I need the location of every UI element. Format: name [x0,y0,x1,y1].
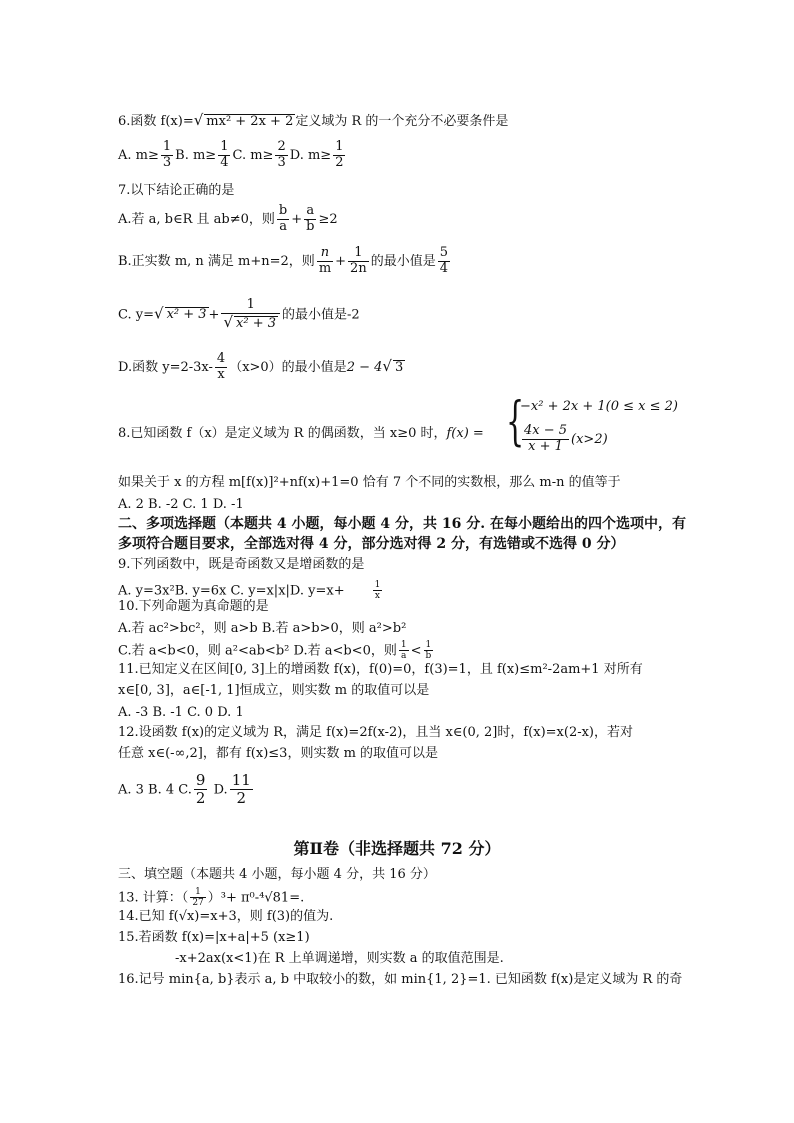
question-6-options: A. m≥ $\frac{1}{3}$ B. m≥ $\frac{1}{4}$ C. m≥ $\frac{2}{3}$ D. m≥ $\frac{1}{2}$ [118,139,344,170]
question-7-option-d: D.函数 y=2-3x- $\frac{4}{x}$ （x>0）的最小值是2 − 4√ 3 [118,351,404,382]
question-13: 13. 计算：（ $\frac{1}{27}$ ）³+ π⁰-⁴√81=. [118,887,305,909]
question-7-option-a: A.若 a, b∈R 且 ab≠0，则 $\frac{b}{a}$ + $\frac{a}{b}$ ≥2 [118,203,338,234]
question-8-options: A. 2 B. -2 C. 1 D. -1 [118,497,244,512]
question-11-options: A. -3 B. -1 C. 0 D. 1 [118,705,244,720]
question-8-body: 如果关于 x 的方程 m[f(x)]²+nf(x)+1=0 恰有 7 个不同的实数根，那么 m-n 的值等于 [118,475,621,490]
question-11-line2: x∈[0, 3]，a∈[-1, 1]恒成立，则实数 m 的取值可以是 [118,683,430,698]
question-9-options: A. y=3x²B. y=6x C. y=x|x|D. y=x+ $\frac{1}{x}$ [118,580,381,602]
question-15-line1: 15.若函数 f(x)=|x+a|+5 (x≥1) [118,930,310,945]
section-2-heading-line1: 二、多项选择题（本题共 4 小题，每小题 4 分，共 16 分. 在每小题给出的四个选项中，有 [118,516,686,532]
question-14: 14.已知 f(√x)=x+3，则 f(3)的值为. [118,909,334,924]
question-12-line2: 任意 x∈(-∞,2]，都有 f(x)≤3，则实数 m 的取值可以是 [118,746,439,761]
question-8: 8.已知函数 f（x）是定义域为 R 的偶函数，当 x≥0 时，f(x) = [118,426,484,441]
question-9: 9.下列函数中，既是奇函数又是增函数的是 [118,557,365,572]
question-7-option-b: B.正实数 m, n 满足 m+n=2，则 $\frac{n}{m}$ + $\frac{1}{2n}$ 的最小值是 $\frac{5}{4}$ [118,245,448,276]
part-2-title: 第Ⅱ卷（非选择题共 72 分） [293,839,501,858]
question-10: 10.下列命题为真命题的是 [118,599,269,614]
question-7: 7.以下结论正确的是 [118,183,235,198]
piecewise-case-1: −x² + 2x + 1(0 ≤ x ≤ 2) [520,399,678,414]
question-6: 6.函数 f(x)=√ mx² + 2x + 2 定义域为 R 的一个充分不必要条件是 [118,111,509,129]
piecewise-case-2: $\frac{4x - 5}{x + 1}$ (x>2) [524,423,608,454]
section-2-heading-line2: 多项符合题目要求，全部选对得 4 分，部分选对得 2 分，有选错或不选得 0 分） [118,536,625,552]
question-16: 16.记号 min{a, b}表示 a, b 中取较小的数，如 min{1, 2}=1. 已知函数 f(x)是定义域为 R 的奇 [118,972,683,987]
question-7-option-c: C. y=√ x² + 3 + $\frac{1}{\text{√ x² + 3}}$ 的最小值是-2 [118,297,360,331]
question-10-options-cd: C.若 a<b<0，则 a²<ab<b² D.若 a<b<0，则 $\frac{1}{a}$ < $\frac{1}{b}$ [118,640,432,662]
question-15-line2: -x+2ax(x<1)在 R 上单调递增，则实数 a 的取值范围是. [175,951,504,966]
piecewise-brace: { [506,392,525,452]
section-3-heading: 三、填空题（本题共 4 小题，每小题 4 分，共 16 分） [118,867,436,882]
question-12-line1: 12.设函数 f(x)的定义域为 R，满足 f(x)=2f(x-2)，且当 x∈(0, 2]时，f(x)=x(2-x)，若对 [118,725,634,740]
question-11-line1: 11.已知定义在区间[0, 3]上的增函数 f(x)，f(0)=0，f(3)=1，且 f(x)≤m²-2am+1 对所有 [118,662,643,677]
question-10-options-ab: A.若 ac²>bc²，则 a>b B.若 a>b>0，则 a²>b² [118,621,407,636]
question-12-options: A. 3 B. 4 C. $\frac{9}{2}$ D. $\frac{11}{2}$ [118,771,251,808]
